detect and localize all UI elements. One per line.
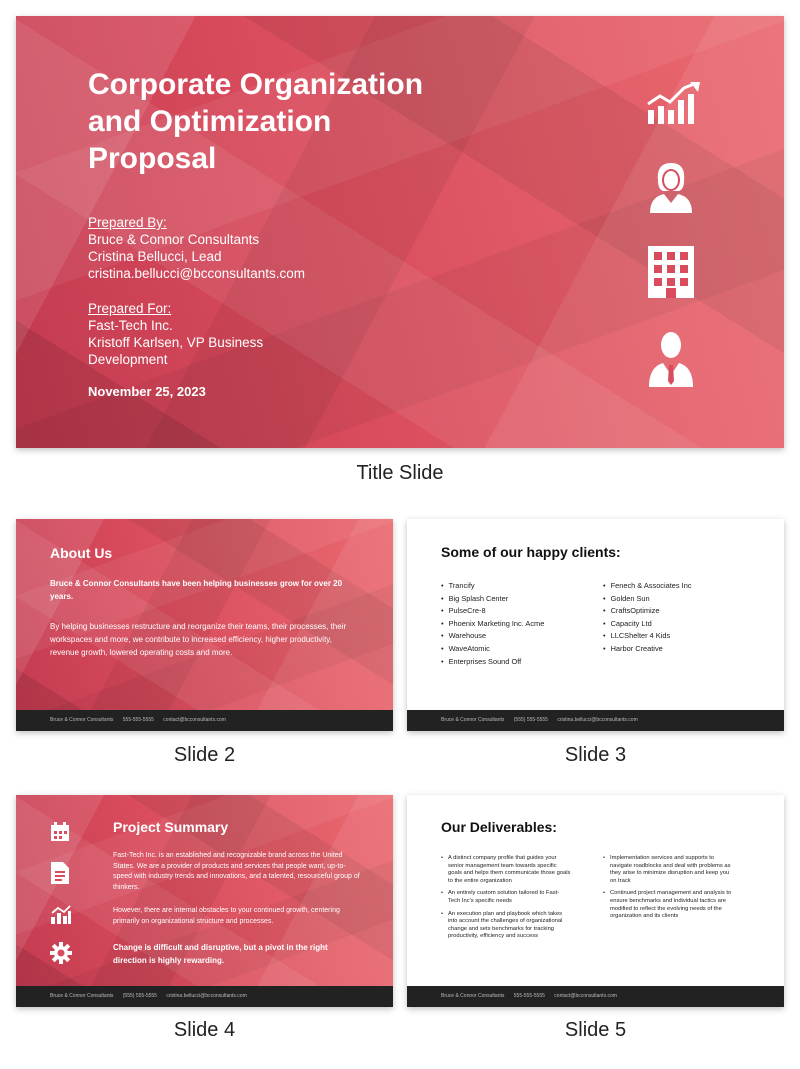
list-item: • Implementation services and supports to navigate roadblocks and deal with problems as they arise to minimize disruption and keep you on track xyxy=(603,855,733,885)
footer-phone: 555-555-5555 xyxy=(513,993,545,999)
slide-title: Some of our happy clients: xyxy=(441,544,621,560)
footer-company: Bruce & Connor Consultants xyxy=(441,993,505,999)
slide-3[interactable] xyxy=(407,519,784,731)
chart-growth-icon xyxy=(646,82,700,126)
footer-company: Bruce & Connor Consultants xyxy=(50,717,114,723)
office-building-icon xyxy=(646,244,696,300)
prepared-by-label: Prepared By: xyxy=(88,215,167,230)
footer-email: cristina.bellucci@bcconsultants.com xyxy=(557,717,638,723)
client-list-2 xyxy=(603,580,692,656)
prepared-by-block xyxy=(88,214,305,282)
client-list-1 xyxy=(441,580,544,668)
prepared-by-line: cristina.bellucci@bcconsultants.com xyxy=(88,266,306,281)
prepared-for-label: Prepared For: xyxy=(88,301,172,316)
slide-4[interactable] xyxy=(16,795,393,1007)
slide-footer xyxy=(407,710,784,731)
body-text: By helping businesses restructure and reorganize their teams, their processes, their workspaces and more, we contribute to increased efficiency, higher productivity, revenue growth, lowered operating costs and more. xyxy=(50,622,347,657)
prepared-for-line: Kristoff Karlsen, VP Business Development xyxy=(88,335,264,367)
list-item: • An entirely custom solution tailored to Fast-Tech Inc's specific needs xyxy=(441,890,571,905)
title-slide-caption: Title Slide xyxy=(356,462,444,484)
slide-2[interactable] xyxy=(16,519,393,731)
slide-title: Project Summary xyxy=(113,819,229,835)
list-item: • Phoenix Marketing Inc. Acme xyxy=(441,618,544,631)
deliverables-list-2 xyxy=(603,855,733,926)
businessman-icon xyxy=(646,331,696,387)
proposal-title: Corporate Organization and Optimization Proposal xyxy=(88,68,424,175)
list-item: • An execution plan and playbook which takes into account the challenges of organizational change and sets benchmarks for tracking productivity, efficiency and success xyxy=(441,911,571,941)
slide-4-caption: Slide 4 xyxy=(173,1019,236,1041)
footer-company: Bruce & Connor Consultants xyxy=(441,717,505,723)
footer-email: contact@bcconsultants.com xyxy=(163,717,226,723)
list-item: • WaveAtomic xyxy=(441,643,544,656)
slide-5-caption: Slide 5 xyxy=(564,1019,627,1041)
list-item: • Fenech & Associates Inc xyxy=(603,580,692,593)
chart-icon xyxy=(50,905,72,925)
list-item: • Warehouse xyxy=(441,630,544,643)
deliverables-list-1 xyxy=(441,855,571,946)
slide-2-caption: Slide 2 xyxy=(173,744,236,766)
footer-email: cristina.bellucci@bcconsultants.com xyxy=(166,993,247,999)
prepared-for-line: Fast-Tech Inc. xyxy=(88,318,173,333)
summary-para-2: However, there are internal obstacles to your continued growth, centering primarily on organizational structure and processes. xyxy=(113,907,340,925)
slide-footer xyxy=(16,986,393,1007)
list-item: • LLCShelter 4 Kids xyxy=(603,630,692,643)
prepared-for-block xyxy=(88,300,288,368)
slide-footer xyxy=(16,710,393,731)
document-icon xyxy=(50,861,70,885)
calendar-icon xyxy=(50,822,70,842)
list-item: • Trancify xyxy=(441,580,544,593)
slide-3-caption: Slide 3 xyxy=(564,744,627,766)
title-slide[interactable] xyxy=(16,16,784,448)
list-item: • A distinct company profile that guides your senior management team towards specific goals and helps them communicate those goals to the entire organization xyxy=(441,855,571,885)
list-item: • Continued project management and analysis to ensure benchmarks and individual tactics are modified to reflect the evolving needs of the organization and its clients xyxy=(603,890,733,920)
slide-footer xyxy=(407,986,784,1007)
slide-5[interactable] xyxy=(407,795,784,1007)
footer-company: Bruce & Connor Consultants xyxy=(50,993,114,999)
list-item: • Capacity Ltd xyxy=(603,618,692,631)
list-item: • PulseCre-8 xyxy=(441,605,544,618)
footer-phone: (555) 555-5555 xyxy=(122,993,157,999)
footer-email: contact@bcconsultants.com xyxy=(554,993,617,999)
summary-para-1: Fast-Tech Inc. is an established and recognizable brand across the United States. We are a provider of products and services that people want, up-to-speed with industry trends and innovations, and a talented, resourceful group of thinkers. xyxy=(113,852,360,891)
footer-phone: 555-555-5555 xyxy=(122,717,154,723)
list-item: • Big Splash Center xyxy=(441,593,544,606)
list-item: • Golden Sun xyxy=(603,593,692,606)
prepared-by-line: Cristina Bellucci, Lead xyxy=(88,249,222,264)
proposal-date: November 25, 2023 xyxy=(88,384,206,399)
list-item: • Harbor Creative xyxy=(603,643,692,656)
footer-phone: (555) 555-5555 xyxy=(513,717,548,723)
gear-icon xyxy=(50,942,72,964)
summary-para-3: Change is difficult and disruptive, but a pivot in the right direction is highly rewarding. xyxy=(113,943,328,965)
prepared-by-line: Bruce & Connor Consultants xyxy=(88,232,260,247)
intro-text: Bruce & Connor Consultants have been helping businesses grow for over 20 years. xyxy=(50,579,343,601)
list-item: • CraftsOptimize xyxy=(603,605,692,618)
slide-title: Our Deliverables: xyxy=(441,819,557,835)
list-item: • Enterprises Sound Off xyxy=(441,656,544,669)
businesswoman-icon xyxy=(646,161,696,213)
slide-title: About Us xyxy=(50,545,113,561)
